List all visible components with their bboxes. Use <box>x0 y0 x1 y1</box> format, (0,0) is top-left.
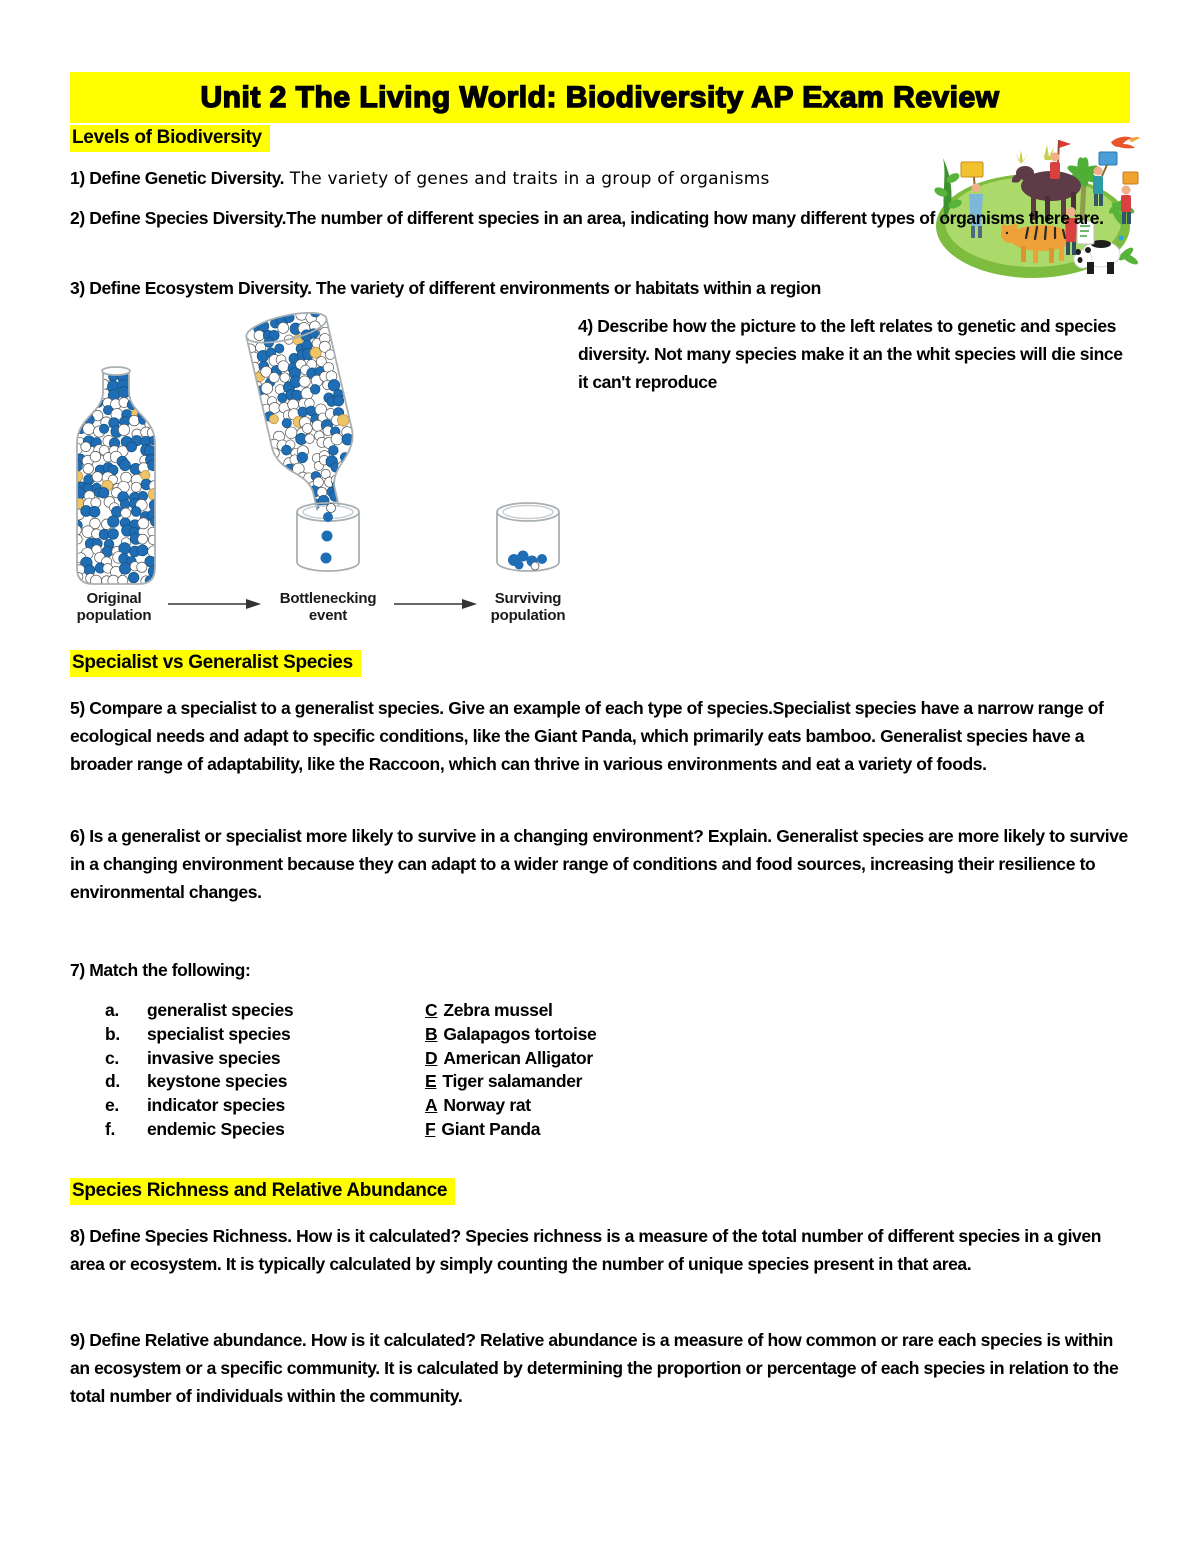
match-answer-letter: E <box>425 1071 437 1092</box>
match-left-item: specialist species <box>147 1023 291 1044</box>
match-left-item: indicator species <box>147 1095 285 1116</box>
question-6: 6) Is a generalist or specialist more likely to survive in a changing environment? Explain. Generalist species are more likely to survive in a changing environment because they can adapt to a wider range of conditions and food sources, increasing their resilience to environmental changes. <box>70 826 1128 902</box>
question-4: 4) Describe how the picture to the left relates to genetic and species diversity. Not many species make it an the whit species will die since it can't reproduce <box>578 316 1123 392</box>
label-surviving-population: Surviving population <box>490 590 566 624</box>
page-title: Unit 2 The Living World: Biodiversity AP Exam Review <box>200 80 1000 114</box>
question-7-prompt: 7) Match the following: <box>70 960 251 980</box>
question-1 <box>70 164 1132 193</box>
question-1-answer: The variety of genes and traits in a group of organisms <box>284 169 770 189</box>
match-right-item <box>425 1071 582 1092</box>
match-right-text: Giant Panda <box>441 1118 541 1139</box>
section-heading-richness: Species Richness and Relative Abundance <box>70 1178 455 1205</box>
match-row <box>70 1119 1070 1143</box>
match-left-letter: b. <box>105 1023 120 1044</box>
question-3: 3) Define Ecosystem Diversity. The variety of different environments or habitats within a region <box>70 278 821 298</box>
match-left-letter: d. <box>105 1071 120 1092</box>
question-2: 2) Define Species Diversity.The number of different species in an area, indicating how many different types of organisms there are. <box>70 208 1104 228</box>
question-9: 9) Define Relative abundance. How is it calculated? Relative abundance is a measure of how common or rare each species is within an ecosystem or a specific community. It is calculated by determining the proportion or percentage of each species in relation to the total number of individuals within the community. <box>70 1330 1119 1406</box>
question-1-prompt: 1) Define Genetic Diversity. <box>70 168 285 188</box>
question-5: 5) Compare a specialist to a generalist species. Give an example of each type of species.Specialist species have a narrow range of ecological needs and adapt to specific conditions, like the Giant Panda, which primarily eats bamboo. Generalist species have a broader range of adaptability, like the Raccoon, which can thrive in various environments and eat a variety of foods. <box>70 698 1104 774</box>
match-right-text: Tiger salamander <box>442 1071 583 1092</box>
match-left-letter: a. <box>105 1000 119 1020</box>
match-row <box>70 1095 1070 1119</box>
match-row <box>70 1071 1070 1095</box>
section-heading-specialist: Specialist vs Generalist Species <box>70 650 361 677</box>
match-left-letter: e. <box>105 1095 119 1116</box>
match-left-letter: f. <box>105 1118 116 1139</box>
match-left-item: endemic Species <box>147 1118 285 1139</box>
match-row <box>70 1048 1070 1072</box>
match-right-item <box>425 1024 596 1045</box>
match-right-item <box>425 1095 531 1116</box>
match-answer-letter: C <box>425 1000 438 1020</box>
bottleneck-diagram <box>66 312 582 648</box>
match-right-item <box>425 1048 593 1069</box>
match-right-text: American Alligator <box>443 1047 593 1068</box>
match-row <box>70 1000 1070 1024</box>
match-left-item: invasive species <box>147 1047 281 1068</box>
title-banner <box>70 72 1130 123</box>
match-row <box>70 1024 1070 1048</box>
match-answer-letter: F <box>425 1118 436 1139</box>
question-8: 8) Define Species Richness. How is it calculated? Species richness is a measure of the total number of different species in a given area or ecosystem. It is typically calculated by simply counting the number of unique species present in that area. <box>70 1226 1102 1274</box>
section-heading-levels: Levels of Biodiversity <box>70 125 270 152</box>
match-right-text: Norway rat <box>443 1095 531 1116</box>
label-bottlenecking-event: Bottlenecking event <box>279 590 377 624</box>
match-right-text: Galapagos tortoise <box>443 1023 597 1044</box>
match-left-letter: c. <box>105 1047 119 1068</box>
match-left-item: generalist species <box>147 1000 294 1020</box>
match-answer-letter: D <box>425 1047 438 1068</box>
match-right-item <box>425 1000 553 1021</box>
match-right-item <box>425 1119 540 1140</box>
matching-list <box>70 1000 1070 1143</box>
label-original-population: Original population <box>76 590 152 624</box>
match-answer-letter: B <box>425 1023 438 1044</box>
match-right-text: Zebra mussel <box>443 1000 553 1020</box>
match-left-item: keystone species <box>147 1071 288 1092</box>
match-answer-letter: A <box>425 1095 438 1116</box>
